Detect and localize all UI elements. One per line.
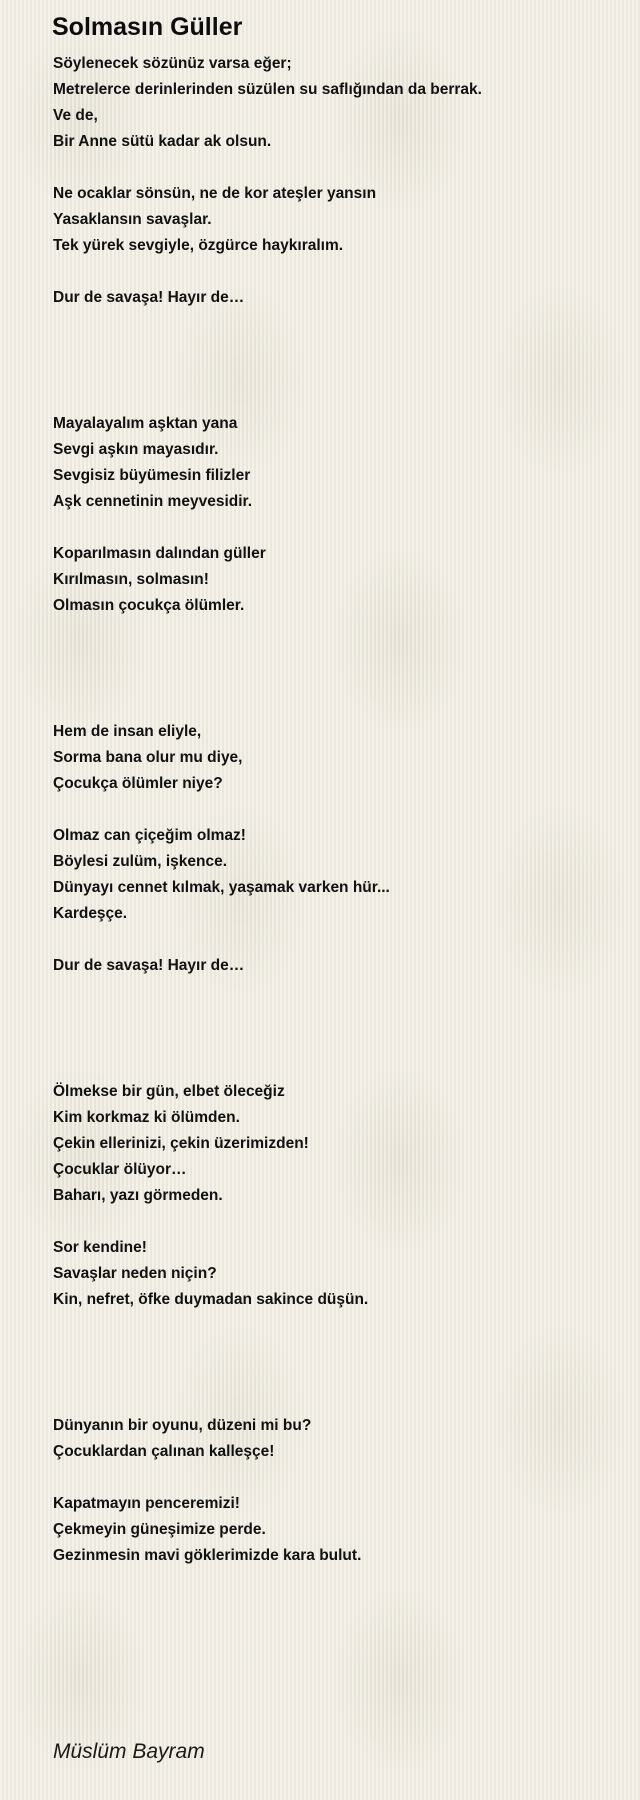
poem-stanza <box>53 1491 623 1569</box>
poem-stanza <box>53 1413 623 1465</box>
poem-line: Kardeşçe. <box>53 905 128 922</box>
poem-stanza <box>53 181 623 259</box>
poem-section <box>53 719 623 979</box>
poem-line: Olmaz can çiçeğim olmaz! <box>53 827 246 844</box>
stanza-spacer <box>53 515 623 541</box>
poem-line: Böylesi zulüm, işkence. <box>53 853 228 870</box>
poem-line: Koparılmasın dalından güller <box>53 545 266 562</box>
poem-line: Olmasın çocukça ölümler. <box>53 597 245 614</box>
poem-author: Müslüm Bayram <box>53 1740 205 1763</box>
poem-line: Metrelerce derinlerinden süzülen su saflığından da berrak. <box>53 81 482 98</box>
poem-line: Kim korkmaz ki ölümden. <box>53 1109 240 1126</box>
poem-line: Aşk cennetinin meyvesidir. <box>53 493 253 510</box>
poem-line: Dur de savaşa! Hayır de… <box>53 289 245 306</box>
section-spacer <box>53 619 623 719</box>
poem-line: Ölmekse bir gün, elbet öleceğiz <box>53 1083 285 1100</box>
poem-line: Yasaklansın savaşlar. <box>53 211 212 228</box>
section-spacer <box>53 979 623 1079</box>
poem-stanza <box>53 285 623 311</box>
poem-line: Tek yürek sevgiyle, özgürce haykıralım. <box>53 237 344 254</box>
poem-line: Ve de, <box>53 107 98 124</box>
poem-line: Bir Anne sütü kadar ak olsun. <box>53 133 272 150</box>
poem-line: Kin, nefret, öfke duymadan sakince düşün. <box>53 1291 369 1308</box>
section-spacer <box>53 1313 623 1413</box>
poem-line: Çocukça ölümler niye? <box>53 775 223 792</box>
poem-stanza <box>53 541 623 619</box>
stanza-spacer <box>53 797 623 823</box>
poem-stanza <box>53 823 623 927</box>
stanza-spacer <box>53 259 623 285</box>
poem-title: Solmasın Güller <box>52 13 243 41</box>
poem-line: Sorma bana olur mu diye, <box>53 749 243 766</box>
poem-line: Kapatmayın penceremizi! <box>53 1495 240 1512</box>
poem-line: Baharı, yazı görmeden. <box>53 1187 223 1204</box>
poem-line: Kırılmasın, solmasın! <box>53 571 209 588</box>
poem-section <box>53 411 623 619</box>
stanza-spacer <box>53 155 623 181</box>
section-spacer <box>53 311 623 411</box>
stanza-spacer <box>53 1465 623 1491</box>
poem-line: Söylenecek sözünüz varsa eğer; <box>53 55 292 72</box>
poem-line: Sor kendine! <box>53 1239 147 1256</box>
stanza-spacer <box>53 1209 623 1235</box>
poem-stanza <box>53 1079 623 1209</box>
poem-line: Savaşlar neden niçin? <box>53 1265 217 1282</box>
poem-section <box>53 1413 623 1569</box>
poem-stanza <box>53 953 623 979</box>
poem-stanza <box>53 1235 623 1313</box>
poem-line: Dünyanın bir oyunu, düzeni mi bu? <box>53 1417 312 1434</box>
poem-stanza <box>53 51 623 155</box>
stanza-spacer <box>53 927 623 953</box>
poem-line: Sevgisiz büyümesin filizler <box>53 467 251 484</box>
poem-line: Mayalayalım aşktan yana <box>53 415 238 432</box>
poem-line: Çekmeyin güneşimize perde. <box>53 1521 266 1538</box>
poem-line: Ne ocaklar sönsün, ne de kor ateşler yansın <box>53 185 377 202</box>
poem-line: Çocuklardan çalınan kalleşçe! <box>53 1443 275 1460</box>
poem-line: Hem de insan eliyle, <box>53 723 202 740</box>
poem-line: Dur de savaşa! Hayır de… <box>53 957 245 974</box>
poem-stanza <box>53 411 623 515</box>
poem-line: Çocuklar ölüyor… <box>53 1161 187 1178</box>
poem-body <box>53 51 623 1569</box>
poem-section <box>53 1079 623 1313</box>
poem-line: Gezinmesin mavi göklerimizde kara bulut. <box>53 1547 362 1564</box>
poem-line: Dünyayı cennet kılmak, yaşamak varken hür... <box>53 879 390 896</box>
poem-line: Sevgi aşkın mayasıdır. <box>53 441 219 458</box>
poem-section <box>53 51 623 311</box>
poem-line: Çekin ellerinizi, çekin üzerimizden! <box>53 1135 309 1152</box>
poem-stanza <box>53 719 623 797</box>
